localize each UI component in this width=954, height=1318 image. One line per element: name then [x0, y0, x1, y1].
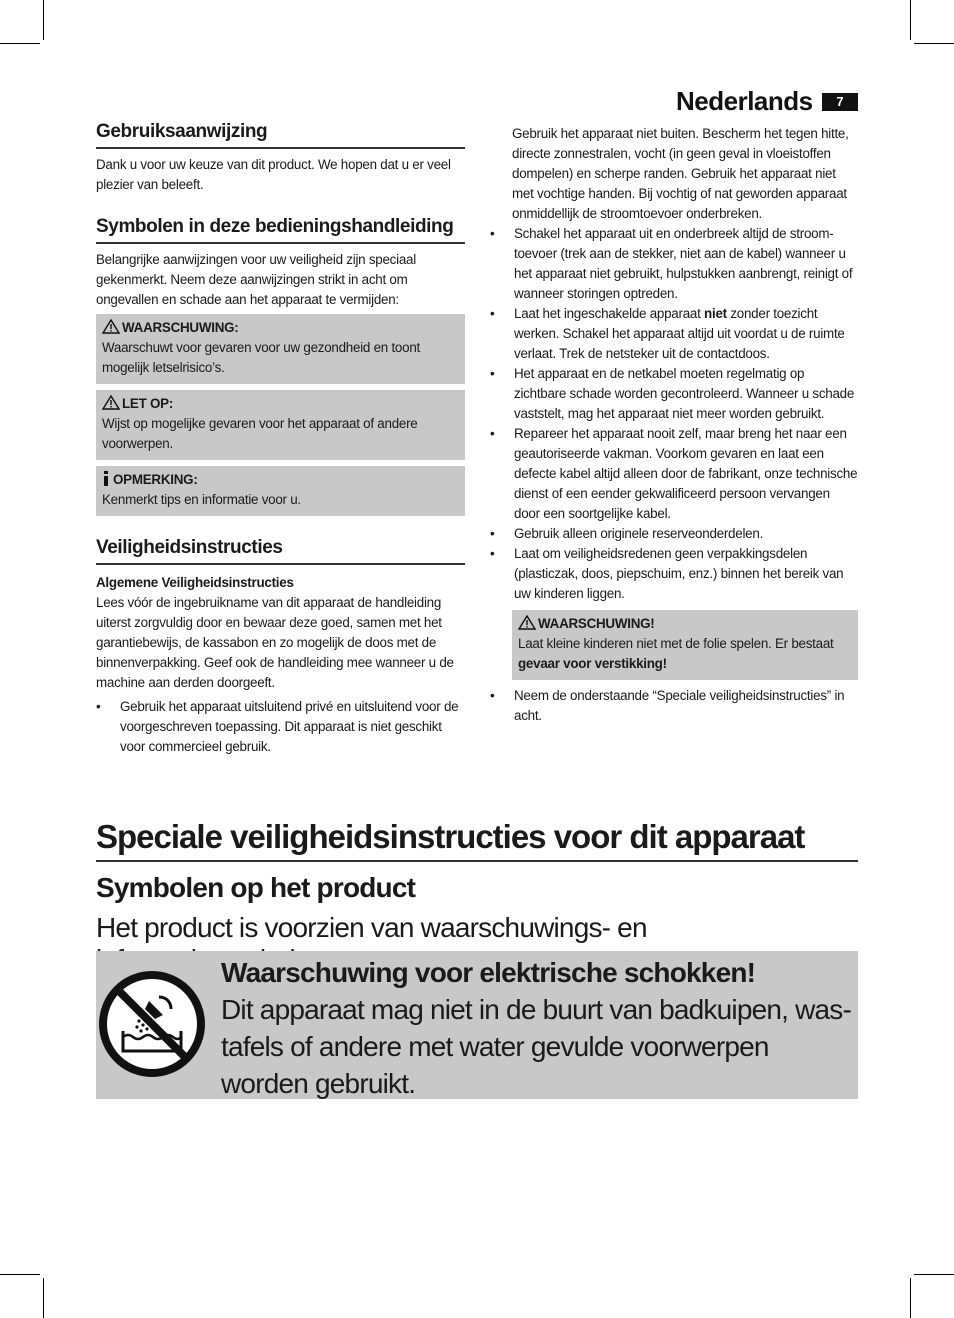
warning-triangle-icon: [102, 395, 120, 410]
symbols-product-title: Symbolen op het product: [96, 872, 416, 903]
list-item: • Laat om veiligheidsredenen geen verpakkingsdelen (plasticzak, doos, piepschuim, enz.) binnen het bereik van uw kinderen liggen.: [490, 546, 844, 601]
crop-mark: [0, 1274, 40, 1275]
intro-text: Dank u voor uw keuze van dit product. We hopen dat u er veel plezier van beleeft.: [96, 157, 451, 192]
list-item: • Neem de onderstaande “Speciale veiligheidsinstructies” in acht.: [490, 688, 845, 723]
language-title: Nederlands: [676, 86, 813, 116]
caution-box: [96, 390, 465, 460]
crop-mark: [914, 1274, 954, 1275]
list-item: • Gebruik het apparaat uitsluitend privé en uitsluitend voor de voorgeschreven toepassing. Dit apparaat is niet geschikt voor commercieel gebruik.: [96, 699, 459, 754]
section-title-gebruiksaanwijzing: Gebruiksaanwijzing: [96, 122, 465, 149]
subsection-title: Algemene Veiligheidsinstructies: [96, 575, 294, 590]
continued-text: Gebruik het apparaat niet buiten. Bescherm het tegen hitte, directe zonnestralen, vocht (in geen geval in vloeistoffen dompelen) en scherpe randen. Gebruik het apparaat niet met vochtige handen. Bij vochtig of nat geworden apparaat onmiddellijk de stroomtoevoer onderbreken.: [512, 126, 849, 221]
section-title-symbolen: Symbolen in deze bedieningshandleiding: [96, 217, 465, 244]
crop-mark: [43, 0, 44, 40]
list-item: • Gebruik alleen originele reserveonderdelen.: [490, 526, 764, 541]
list-item: • Repareer het apparaat nooit zelf, maar breng het naar een geautoriseerde vakman. Voorkom gevaren en laat een defecte kabel altijd alleen door de fabrikant, onze technische dienst of een eender gekwalificeerd persoon vervangen door een soortgelijke kabel.: [490, 426, 858, 521]
crop-mark: [0, 43, 40, 44]
list-item: • Schakel het apparaat uit en onderbreek altijd de stroomtoevoer (trek aan de stekker, niet aan de kabel) wanneer u het apparaat niet gebruikt, hulpstukken aanbrengt, reinigt of wanneer storingen optreden.: [490, 226, 853, 301]
warning-triangle-icon: [518, 615, 536, 630]
right-column: [490, 124, 858, 726]
crop-mark: [910, 1278, 911, 1318]
section-title-veiligheid: Veiligheidsinstructies: [96, 538, 465, 565]
warning-box-bold-text: gevaar voor verstikking!: [518, 656, 667, 671]
warning-box-children: [512, 610, 858, 680]
safety-intro-text: Lees vóór de ingebruikname van dit apparaat de handleiding uiterst zorgvuldig door en bewaar deze goed, samen met het garantiebewijs, de kassabon en zo mogelijk de doos met de binnenverpakking. Geef ook de handleiding mee wanneer u de machine aan derden doorgeeft.: [96, 595, 454, 690]
warning-box-text: Waarschuwt voor gevaren voor uw gezondheid en toont mogelijk letselrisico’s.: [102, 340, 420, 375]
note-box: [96, 466, 465, 516]
note-box-text: Kenmerkt tips en informatie voor u.: [102, 492, 301, 507]
symbols-product-text: Het product is voorzien van waarschuwings- en: [96, 912, 647, 943]
list-item: • Laat het ingeschakelde apparaat niet zonder toezicht werken. Schakel het apparaat altijd uit voordat u de ruimte verlaat. Trek de netsteker uit de contactdoos.: [490, 306, 845, 361]
symbols-intro-text: Belangrijke aanwijzingen voor uw veiligheid zijn speciaal gekenmerkt. Neem deze aanwijzingen strikt in acht om ongevallen en schade aan het apparaat te vermijden:: [96, 252, 416, 307]
warning-box-title: WAARSCHUWING!: [538, 616, 655, 631]
crop-mark: [910, 0, 911, 40]
electric-shock-warning-text: Dit apparaat mag niet in de buurt van badkuipen, wastafels of andere met water gevulde voorwerpen worden gebruikt.: [221, 994, 852, 1099]
note-box-title: OPMERKING:: [113, 472, 198, 487]
info-icon: [102, 471, 110, 486]
electric-shock-warning-box: [96, 951, 858, 1099]
left-column: [96, 122, 465, 757]
warning-triangle-icon: [102, 319, 120, 334]
crop-mark: [914, 43, 954, 44]
crop-mark: [43, 1278, 44, 1318]
no-water-icon: [99, 971, 205, 1077]
warning-box-title: WAARSCHUWING:: [122, 320, 239, 335]
caution-box-text: Wijst op mogelijke gevaren voor het apparaat of andere voorwerpen.: [102, 416, 418, 451]
electric-shock-warning-title: Waarschuwing voor elektrische schokken!: [221, 957, 756, 988]
bullet-list: [96, 697, 465, 757]
page-number: 7: [822, 93, 858, 111]
bullet-list: [490, 224, 858, 604]
warning-box: [96, 314, 465, 384]
warning-box-text: Laat kleine kinderen niet met de folie spelen. Er bestaat: [518, 636, 834, 651]
page-title: Speciale veiligheidsinstructies voor dit apparaat: [96, 818, 858, 862]
bullet-list: [490, 686, 858, 726]
caution-box-title: LET OP:: [122, 396, 174, 411]
list-item: • Het apparaat en de netkabel moeten regelmatig op zichtbare schade worden gecontroleerd. Wanneer u schade vaststelt, mag het apparaat niet meer worden gebruikt.: [490, 366, 855, 421]
